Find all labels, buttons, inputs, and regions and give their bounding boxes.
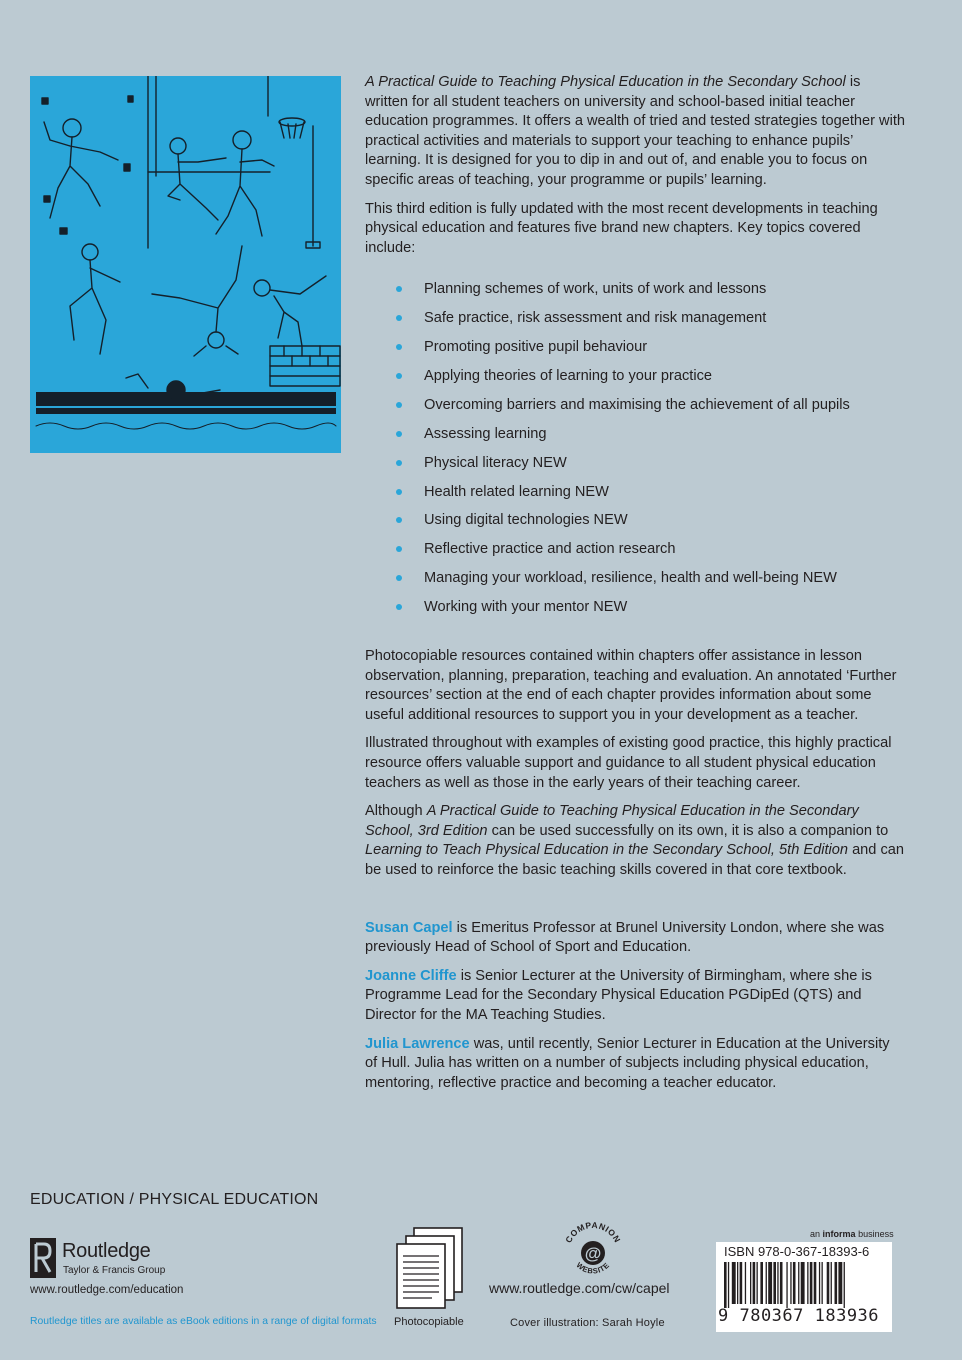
author-bios	[365, 919, 905, 1094]
bullet-icon	[396, 546, 402, 552]
barcode-bar	[810, 1262, 813, 1304]
barcode-bar	[728, 1262, 729, 1308]
bullet-icon	[396, 460, 402, 466]
barcode-bar	[835, 1262, 838, 1304]
companion-book-title: A Practical Guide to Teaching Physical Education in the Secondary School, 3rd Edition	[365, 803, 859, 839]
isbn-text: ISBN 978-0-367-18393-6	[724, 1244, 870, 1259]
barcode-bar	[786, 1262, 787, 1308]
barcode-bar	[780, 1262, 783, 1304]
barcode-bar	[831, 1262, 832, 1304]
topics-list	[365, 280, 905, 627]
list-item: Physical literacy NEW	[365, 454, 905, 483]
barcode-bar	[745, 1262, 746, 1304]
barcode-bar	[750, 1262, 751, 1304]
barcode-bar	[819, 1262, 820, 1304]
informa-business-tag: an informa business	[810, 1229, 894, 1239]
publisher-name: Routledge	[62, 1240, 151, 1262]
barcode-bar	[838, 1262, 842, 1304]
back-cover-blurb	[365, 73, 905, 1102]
publisher-group: Taylor & Francis Group	[63, 1265, 166, 1276]
bullet-icon	[396, 402, 402, 408]
list-item: Applying theories of learning to your practice	[365, 367, 905, 396]
companion-paragraph: Although A Practical Guide to Teaching Physical Education in the Secondary School, 3rd Edition can be used successfully on its own, it is also a companion to Learning to Teach Physical Education in the Secondary School, 5th Edition and can be used to reinforce the basic teaching skills covered in that core textbook.	[365, 803, 904, 878]
barcode-bar	[760, 1262, 763, 1304]
bullet-icon	[396, 431, 402, 437]
illustrated-paragraph: Illustrated throughout with examples of existing good practice, this highly practical resource offers valuable support and guidance to all student physical education teachers as well as those in the early years of their teaching career.	[365, 735, 892, 791]
barcode-bar	[766, 1262, 767, 1304]
barcode-bar	[790, 1262, 791, 1304]
list-item: Using digital technologies NEW	[365, 511, 905, 540]
bullet-icon	[396, 373, 402, 379]
barcode-bar	[793, 1262, 796, 1304]
cover-illustration	[30, 76, 341, 453]
companion-website-icon	[560, 1222, 626, 1278]
bullet-icon	[396, 517, 402, 523]
barcode-bar	[732, 1262, 736, 1304]
barcode-bar	[777, 1262, 778, 1304]
barcode-bar	[801, 1262, 805, 1304]
author-name: Susan Capel	[365, 919, 453, 936]
companion-bottom-label: WEBSITE	[574, 1260, 612, 1276]
author-bio: Julia Lawrence was, until recently, Senior Lecturer in Education at the University of Hull. Julia has written on a number of subjects including physical education, mentoring, reflective practice and becoming a teacher educator.	[365, 1035, 890, 1091]
barcode-bar	[807, 1262, 808, 1304]
barcode-bar	[844, 1262, 845, 1308]
list-item: Planning schemes of work, units of work and lessons	[365, 280, 905, 309]
intro-text: is written for all student teachers on university and school-based initial teacher education programmes. It offers a wealth of tried and tested strategies together with practical activities and materials to support your teaching to enhance pupils’ learning. It is designed for you to dip in and out of, and enable you to focus on specific areas of teaching, your programme or pupils’ learning.	[365, 74, 905, 188]
barcode-panel	[716, 1242, 892, 1332]
bullet-icon	[396, 575, 402, 581]
barcode-bar	[822, 1262, 823, 1304]
intro-book-title: A Practical Guide to Teaching Physical Education in the Secondary School	[365, 74, 846, 90]
author-bio: Joanne Cliffe is Senior Lecturer at the University of Birmingham, where she is Programme Lead for the Secondary Physical Education PGDipEd (QTS) and Director for the MA Teaching Studies.	[365, 967, 872, 1023]
cover-illustration-credit: Cover illustration: Sarah Hoyle	[510, 1317, 665, 1329]
intro-paragraph	[365, 73, 905, 191]
companion-url[interactable]: www.routledge.com/cw/capel	[489, 1280, 670, 1296]
publisher-logo	[30, 1238, 166, 1283]
companion-top-label: COMPANION	[563, 1222, 623, 1245]
list-item: Safe practice, risk assessment and risk management	[365, 309, 905, 338]
barcode-bar	[814, 1262, 817, 1304]
list-item: Reflective practice and action research	[365, 540, 905, 569]
list-item: Working with your mentor NEW	[365, 598, 905, 627]
barcode-bar	[737, 1262, 738, 1304]
bullet-icon	[396, 315, 402, 321]
list-item: Health related learning NEW	[365, 483, 905, 512]
list-item: Overcoming barriers and maximising the achievement of all pupils	[365, 396, 905, 425]
barcode-bar	[798, 1262, 799, 1304]
barcode-bar	[827, 1262, 830, 1304]
barcode-bar	[757, 1262, 758, 1304]
edition-paragraph: This third edition is fully updated with the most recent developments in teaching physical education and features five brand new chapters. Key topics covered include:	[365, 200, 878, 256]
svg-text:@: @	[584, 1244, 602, 1263]
barcode-bar	[773, 1262, 776, 1304]
routledge-r-icon	[30, 1238, 56, 1278]
bullet-icon	[396, 344, 402, 350]
barcode-bar	[768, 1262, 772, 1304]
subject-category: EDUCATION / PHYSICAL EDUCATION	[30, 1191, 319, 1208]
core-book-title: Learning to Teach Physical Education in the Secondary School, 5th Edition	[365, 842, 848, 859]
barcode-bar	[740, 1262, 743, 1304]
author-name: Joanne Cliffe	[365, 967, 457, 984]
barcode-bar	[724, 1262, 727, 1308]
author-name: Julia Lawrence	[365, 1035, 470, 1052]
barcode-icon	[722, 1262, 886, 1308]
list-item: Managing your workload, resilience, health and well-being NEW	[365, 569, 905, 598]
photocopiable-icon	[394, 1226, 466, 1312]
barcode-digits: 9 780367 183936	[718, 1306, 880, 1326]
photocopiable-label: Photocopiable	[394, 1316, 464, 1328]
bullet-icon	[396, 604, 402, 610]
barcode-bar	[753, 1262, 756, 1304]
list-item: Assessing learning	[365, 425, 905, 454]
bullet-icon	[396, 286, 402, 292]
publisher-url[interactable]: www.routledge.com/education	[30, 1284, 184, 1296]
bullet-icon	[396, 489, 402, 495]
ebook-note: Routledge titles are available as eBook editions in a range of digital formats	[30, 1316, 377, 1327]
resources-paragraph: Photocopiable resources contained within chapters offer assistance in lesson observation, planning, preparation, teaching and evaluation. An annotated ‘Further resources’ section at the end of each chapter provides information about some useful additional resources to support you in your development as a teacher.	[365, 648, 897, 723]
author-bio: Susan Capel is Emeritus Professor at Brunel University London, where she was previously Head of School of Sport and Education.	[365, 919, 885, 956]
list-item: Promoting positive pupil behaviour	[365, 338, 905, 367]
